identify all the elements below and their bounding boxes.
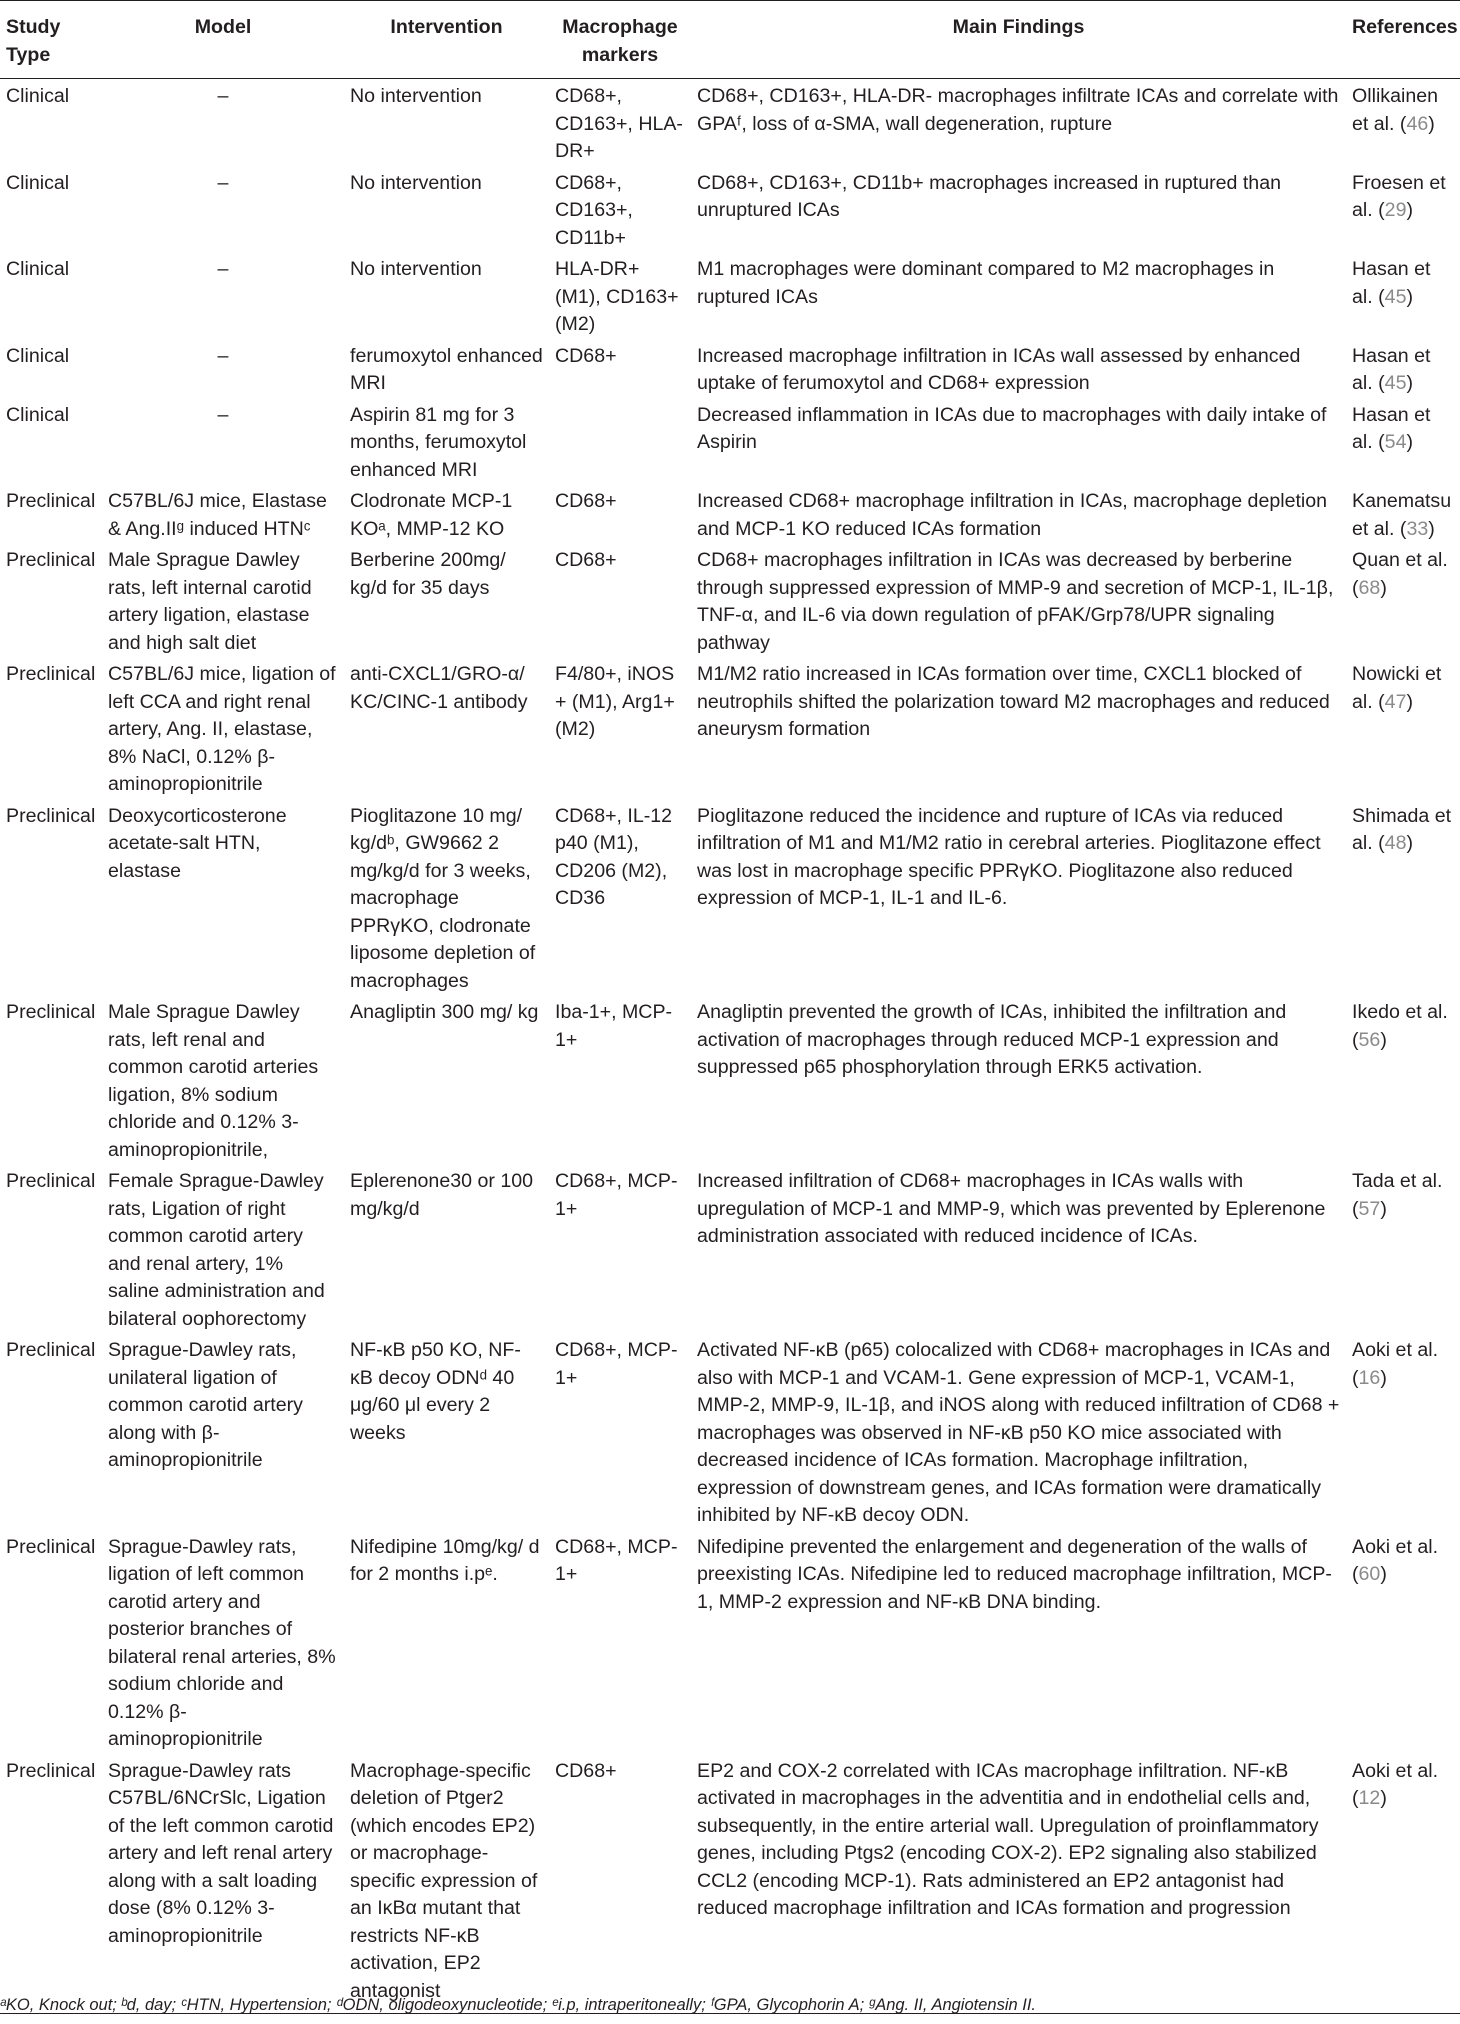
markers-cell: CD68+, MCP-1+ bbox=[555, 1535, 678, 1585]
intervention-cell: Pioglitazone 10 mg/ kg/dᵇ, GW9662 2 mg/kg/d for 3 weeks, macrophage PPRγKO, clodronate liposome depletion of macrophages bbox=[350, 804, 536, 992]
reference-link[interactable]: 57 bbox=[1358, 1197, 1381, 1220]
reference-cell: Froesen et al. (29) bbox=[1352, 171, 1446, 221]
reference-link[interactable]: 33 bbox=[1406, 517, 1429, 540]
findings-cell: Decreased inflammation in ICAs due to macrophages with daily intake of Aspirin bbox=[697, 403, 1327, 453]
markers-cell: HLA-DR+ (M1), CD163+ (M2) bbox=[555, 258, 679, 335]
reference-author: Hasan et al. bbox=[1352, 344, 1431, 394]
study-type-cell: Preclinical bbox=[6, 1535, 96, 1558]
model-cell: – bbox=[217, 258, 229, 280]
intervention-cell: ferumoxytol enhanced MRI bbox=[350, 344, 543, 394]
markers-cell: Iba-1+, MCP-1+ bbox=[555, 1001, 673, 1051]
header-intervention: Intervention bbox=[344, 1, 549, 79]
intervention-cell: No intervention bbox=[350, 85, 482, 107]
reference-link[interactable]: 47 bbox=[1384, 690, 1407, 713]
study-type-cell: Preclinical bbox=[0, 1754, 102, 2014]
table-footnote: ᵃKO, Knock out; ᵇd, day; ᶜHTN, Hypertension; ᵈODN, oligodeoxynucleotide; ᵉi.p, intraperitoneally; ᶠGPA, Glycophorin A; ᵍAng. II, Angiotensin II. bbox=[0, 1996, 1037, 2014]
study-type-cell: Clinical bbox=[6, 403, 70, 426]
reference-cell: Kanematsu et al. (33) bbox=[1352, 490, 1452, 540]
intervention-cell: Clodronate MCP-1 KOᵃ, MMP-12 KO bbox=[350, 490, 513, 540]
findings-cell: Nifedipine prevented the enlargement and degeneration of the walls of preexisting ICAs. Nifedipine led to reduced macrophage infiltration, MCP-1, MMP-2 expression and NF-κB DNA binding. bbox=[697, 1535, 1332, 1613]
reference-author: Tada et al. bbox=[1352, 1170, 1443, 1192]
header-macrophage-markers: Macrophage markers bbox=[549, 1, 691, 79]
intervention-cell: Nifedipine 10mg/kg/ d for 2 months i.pᵉ. bbox=[350, 1535, 540, 1585]
findings-cell: Increased macrophage infiltration in ICAs wall assessed by enhanced uptake of ferumoxytol and CD68+ expression bbox=[697, 344, 1301, 394]
reference-author: Nowicki et al. bbox=[1352, 663, 1442, 713]
study-type-cell: Clinical bbox=[6, 258, 70, 280]
reference-link[interactable]: 12 bbox=[1358, 1787, 1381, 1809]
model-cell: Male Sprague Dawley rats, left renal and common carotid arteries ligation, 8% sodium chloride and 0.12% 3-aminopropionitrile, bbox=[108, 1001, 319, 1161]
reference-link[interactable]: 45 bbox=[1384, 372, 1407, 394]
reference-cell: Quan et al. (68) bbox=[1352, 549, 1448, 599]
findings-cell: Pioglitazone reduced the incidence and rupture of ICAs via reduced infiltration of M1 and M1/M2 ratio in cerebral arteries. Pioglitazone effect was lost in macrophage specific PPRγKO. Pioglitazone also reduced expression of MCP-1, IL-1 and IL-6. bbox=[697, 804, 1321, 909]
intervention-cell: Macrophage-specific deletion of Ptger2 (which encodes EP2) or macrophage-specific expression of an IκBα mutant that restricts NF-κB activation, EP2 antagonist bbox=[344, 1754, 549, 2014]
reference-author: Aoki et al. bbox=[1352, 1339, 1439, 1361]
findings-cell: CD68+, CD163+, CD11b+ macrophages increased in ruptured than unruptured ICAs bbox=[697, 171, 1281, 221]
study-type-cell: Preclinical bbox=[6, 1339, 96, 1361]
table-row bbox=[0, 484, 1460, 543]
model-cell: Sprague-Dawley rats, ligation of left common carotid artery and posterior branches of bilateral renal arteries, 8% sodium chloride and 0.12% β-aminopropionitrile bbox=[108, 1535, 336, 1750]
reference-author: Hasan et al. bbox=[1352, 403, 1431, 453]
model-cell: Female Sprague-Dawley rats, Ligation of right common carotid artery and renal artery, 1% saline administration and bilateral oophorectomy bbox=[108, 1170, 325, 1330]
reference-cell: Ikedo et al. (56) bbox=[1352, 1001, 1448, 1051]
table-row bbox=[0, 339, 1460, 398]
study-type-cell: Preclinical bbox=[6, 1001, 96, 1023]
table-row bbox=[0, 252, 1460, 339]
reference-link[interactable]: 56 bbox=[1358, 1028, 1381, 1051]
model-cell: – bbox=[217, 403, 229, 426]
study-type-cell: Clinical bbox=[6, 344, 70, 367]
markers-cell: CD68+ bbox=[549, 1754, 691, 2014]
model-cell: Sprague-Dawley rats C57BL/6NCrSlc, Ligation of the left common carotid artery and left renal artery along with a salt loading dose (8% 0.12% 3-aminopropionitrile bbox=[102, 1754, 344, 2014]
reference-link[interactable]: 68 bbox=[1358, 576, 1381, 599]
model-cell: – bbox=[217, 85, 229, 107]
table-row bbox=[0, 1164, 1460, 1333]
reference-link[interactable]: 29 bbox=[1384, 199, 1407, 221]
header-model: Model bbox=[102, 1, 344, 79]
markers-cell: CD68+, CD163+, CD11b+ bbox=[555, 171, 633, 249]
findings-cell: Activated NF-κB (p65) colocalized with CD68+ macrophages in ICAs and also with MCP-1 and VCAM-1. Gene expression of MCP-1, VCAM-1, MMP-2, MMP-9, IL-1β, and iNOS along with reduced infiltration of CD68 + macrophages was observed in NF-κB p50 KO mice associated with decreased incidence of ICAs formation. Macrophage infiltration, expression of downstream genes, and ICAs formation were dramatically inhibited by NF-κB decoy ODN. bbox=[697, 1339, 1340, 1526]
reference-link[interactable]: 54 bbox=[1384, 431, 1407, 453]
markers-cell: CD68+, MCP-1+ bbox=[555, 1339, 678, 1389]
reference-author: Kanematsu et al. bbox=[1352, 490, 1452, 540]
reference-link[interactable]: 60 bbox=[1358, 1563, 1381, 1585]
table-row bbox=[0, 1754, 1460, 2014]
markers-cell: F4/80+, iNOS + (M1), Arg1+ (M2) bbox=[555, 663, 675, 740]
reference-link[interactable]: 46 bbox=[1406, 112, 1429, 135]
table-row bbox=[0, 543, 1460, 657]
markers-cell: CD68+, MCP-1+ bbox=[555, 1170, 678, 1220]
study-type-cell: Preclinical bbox=[6, 549, 96, 571]
findings-cell: CD68+, CD163+, HLA-DR- macrophages infiltrate ICAs and correlate with GPAᶠ, loss of α-SMA, wall degeneration, rupture bbox=[697, 85, 1339, 135]
markers-cell: CD68+ bbox=[555, 344, 617, 367]
intervention-cell: anti-CXCL1/GRO-α/ KC/CINC-1 antibody bbox=[350, 663, 528, 713]
markers-cell: CD68+ bbox=[555, 490, 617, 512]
table-row bbox=[0, 398, 1460, 485]
reference-link[interactable]: 48 bbox=[1384, 832, 1407, 854]
model-cell: – bbox=[217, 344, 229, 367]
findings-cell: Increased CD68+ macrophage infiltration in ICAs, macrophage depletion and MCP-1 KO reduced ICAs formation bbox=[697, 490, 1328, 540]
reference-cell: Shimada et al. (48) bbox=[1352, 804, 1452, 854]
reference-author: Ikedo et al. bbox=[1352, 1001, 1448, 1023]
intervention-cell: Berberine 200mg/ kg/d for 35 days bbox=[350, 549, 506, 599]
study-type-cell: Preclinical bbox=[6, 804, 96, 827]
reference-cell: Hasan et al. (54) bbox=[1352, 403, 1431, 453]
study-type-cell: Preclinical bbox=[6, 663, 96, 685]
findings-cell: Anagliptin prevented the growth of ICAs, inhibited the infiltration and activation of macrophages through reduced MCP-1 expression and suppressed p65 phosphorylation through ERK5 activation. bbox=[697, 1001, 1287, 1078]
table-header-row bbox=[0, 1, 1460, 79]
reference-author: Ollikainen et al. bbox=[1352, 85, 1439, 135]
intervention-cell: Eplerenone30 or 100 mg/kg/d bbox=[350, 1170, 534, 1220]
findings-cell: CD68+ macrophages infiltration in ICAs was decreased by berberine through suppressed expression of MMP-9 and secretion of MCP-1, IL-1β, TNF-α, and IL-6 via down regulation of pFAK/Grp78/UPR signaling pathway bbox=[697, 549, 1334, 654]
reference-author: Froesen et al. bbox=[1352, 171, 1446, 221]
table-row bbox=[0, 799, 1460, 996]
reference-cell: Hasan et al. (45) bbox=[1352, 258, 1431, 308]
reference-cell: Nowicki et al. (47) bbox=[1352, 663, 1442, 713]
reference-link[interactable]: 45 bbox=[1384, 285, 1407, 308]
findings-cell: Increased infiltration of CD68+ macrophages in ICAs walls with upregulation of MCP-1 and MMP-9, which was prevented by Eplerenone administration associated with reduced incidence of ICAs. bbox=[697, 1170, 1326, 1247]
reference-cell: Aoki et al. (16) bbox=[1352, 1339, 1439, 1389]
study-type-cell: Clinical bbox=[6, 85, 70, 107]
reference-author: Shimada et al. bbox=[1352, 804, 1452, 854]
reference-cell: Aoki et al. (60) bbox=[1352, 1535, 1439, 1585]
study-type-cell: Clinical bbox=[6, 171, 70, 194]
reference-cell: Hasan et al. (45) bbox=[1352, 344, 1431, 394]
header-study-type: Study Type bbox=[0, 1, 102, 79]
table-row bbox=[0, 657, 1460, 799]
model-cell: – bbox=[217, 171, 229, 194]
reference-author: Hasan et al. bbox=[1352, 258, 1431, 308]
reference-cell: Tada et al. (57) bbox=[1352, 1170, 1443, 1220]
findings-cell: M1/M2 ratio increased in ICAs formation over time, CXCL1 blocked of neutrophils shifted the polarization toward M2 macrophages and reduced aneurysm formation bbox=[697, 663, 1330, 740]
reference-link[interactable]: 16 bbox=[1358, 1366, 1381, 1389]
table-row bbox=[0, 1530, 1460, 1754]
study-type-cell: Preclinical bbox=[6, 1170, 96, 1192]
findings-cell: EP2 and COX-2 correlated with ICAs macrophage infiltration. NF-κB activated in macrophages in the adventitia and in endothelial cells and, subsequently, in the entire arterial wall. Upregulation of proinflammatory genes, including Ptgs2 (encoding COX-2). EP2 signaling also stabilized CCL2 (encoding MCP-1). Rats administered an EP2 antagonist had reduced macrophage infiltration and ICAs formation and progression bbox=[691, 1754, 1346, 2014]
header-references: References bbox=[1346, 1, 1460, 79]
reference-author: Aoki et al. bbox=[1352, 1535, 1439, 1558]
table-body bbox=[0, 79, 1460, 2014]
intervention-cell: No intervention bbox=[350, 258, 482, 280]
reference-cell: Ollikainen et al. (46) bbox=[1352, 85, 1439, 135]
table-row bbox=[0, 1333, 1460, 1530]
markers-cell: CD68+, CD163+, HLA-DR+ bbox=[555, 85, 683, 162]
table-row bbox=[0, 166, 1460, 253]
model-cell: C57BL/6J mice, ligation of left CCA and right renal artery, Ang. II, elastase, 8% NaCl, 0.12% β-aminopropionitrile bbox=[108, 663, 336, 795]
markers-cell: CD68+, IL-12 p40 (M1), CD206 (M2), CD36 bbox=[555, 804, 673, 909]
intervention-cell: No intervention bbox=[350, 171, 482, 194]
reference-author: Quan et al. bbox=[1352, 549, 1448, 571]
table-row bbox=[0, 79, 1460, 166]
intervention-cell: NF-κB p50 KO, NF-κB decoy ODNᵈ 40 μg/60 μl every 2 weeks bbox=[350, 1339, 521, 1444]
findings-cell: M1 macrophages were dominant compared to M2 macrophages in ruptured ICAs bbox=[697, 258, 1275, 308]
model-cell: Deoxycorticosterone acetate-salt HTN, elastase bbox=[108, 804, 287, 882]
header-main-findings: Main Findings bbox=[691, 1, 1346, 79]
markers-cell bbox=[549, 398, 691, 485]
table-row bbox=[0, 995, 1460, 1164]
model-cell: C57BL/6J mice, Elastase & Ang.IIᵍ induced HTNᶜ bbox=[108, 490, 327, 540]
reference-author: Aoki et al. bbox=[1352, 1759, 1439, 1782]
intervention-cell: Anagliptin 300 mg/ kg bbox=[350, 1001, 539, 1023]
markers-cell: CD68+ bbox=[555, 549, 617, 571]
model-cell: Male Sprague Dawley rats, left internal carotid artery ligation, elastase and high salt diet bbox=[108, 549, 312, 654]
intervention-cell: Aspirin 81 mg for 3 months, ferumoxytol enhanced MRI bbox=[350, 403, 527, 481]
model-cell: Sprague-Dawley rats, unilateral ligation of common carotid artery along with β-aminopropionitrile bbox=[108, 1339, 303, 1471]
reference-cell: Aoki et al. (12) bbox=[1346, 1754, 1460, 2014]
study-type-cell: Preclinical bbox=[6, 490, 96, 512]
